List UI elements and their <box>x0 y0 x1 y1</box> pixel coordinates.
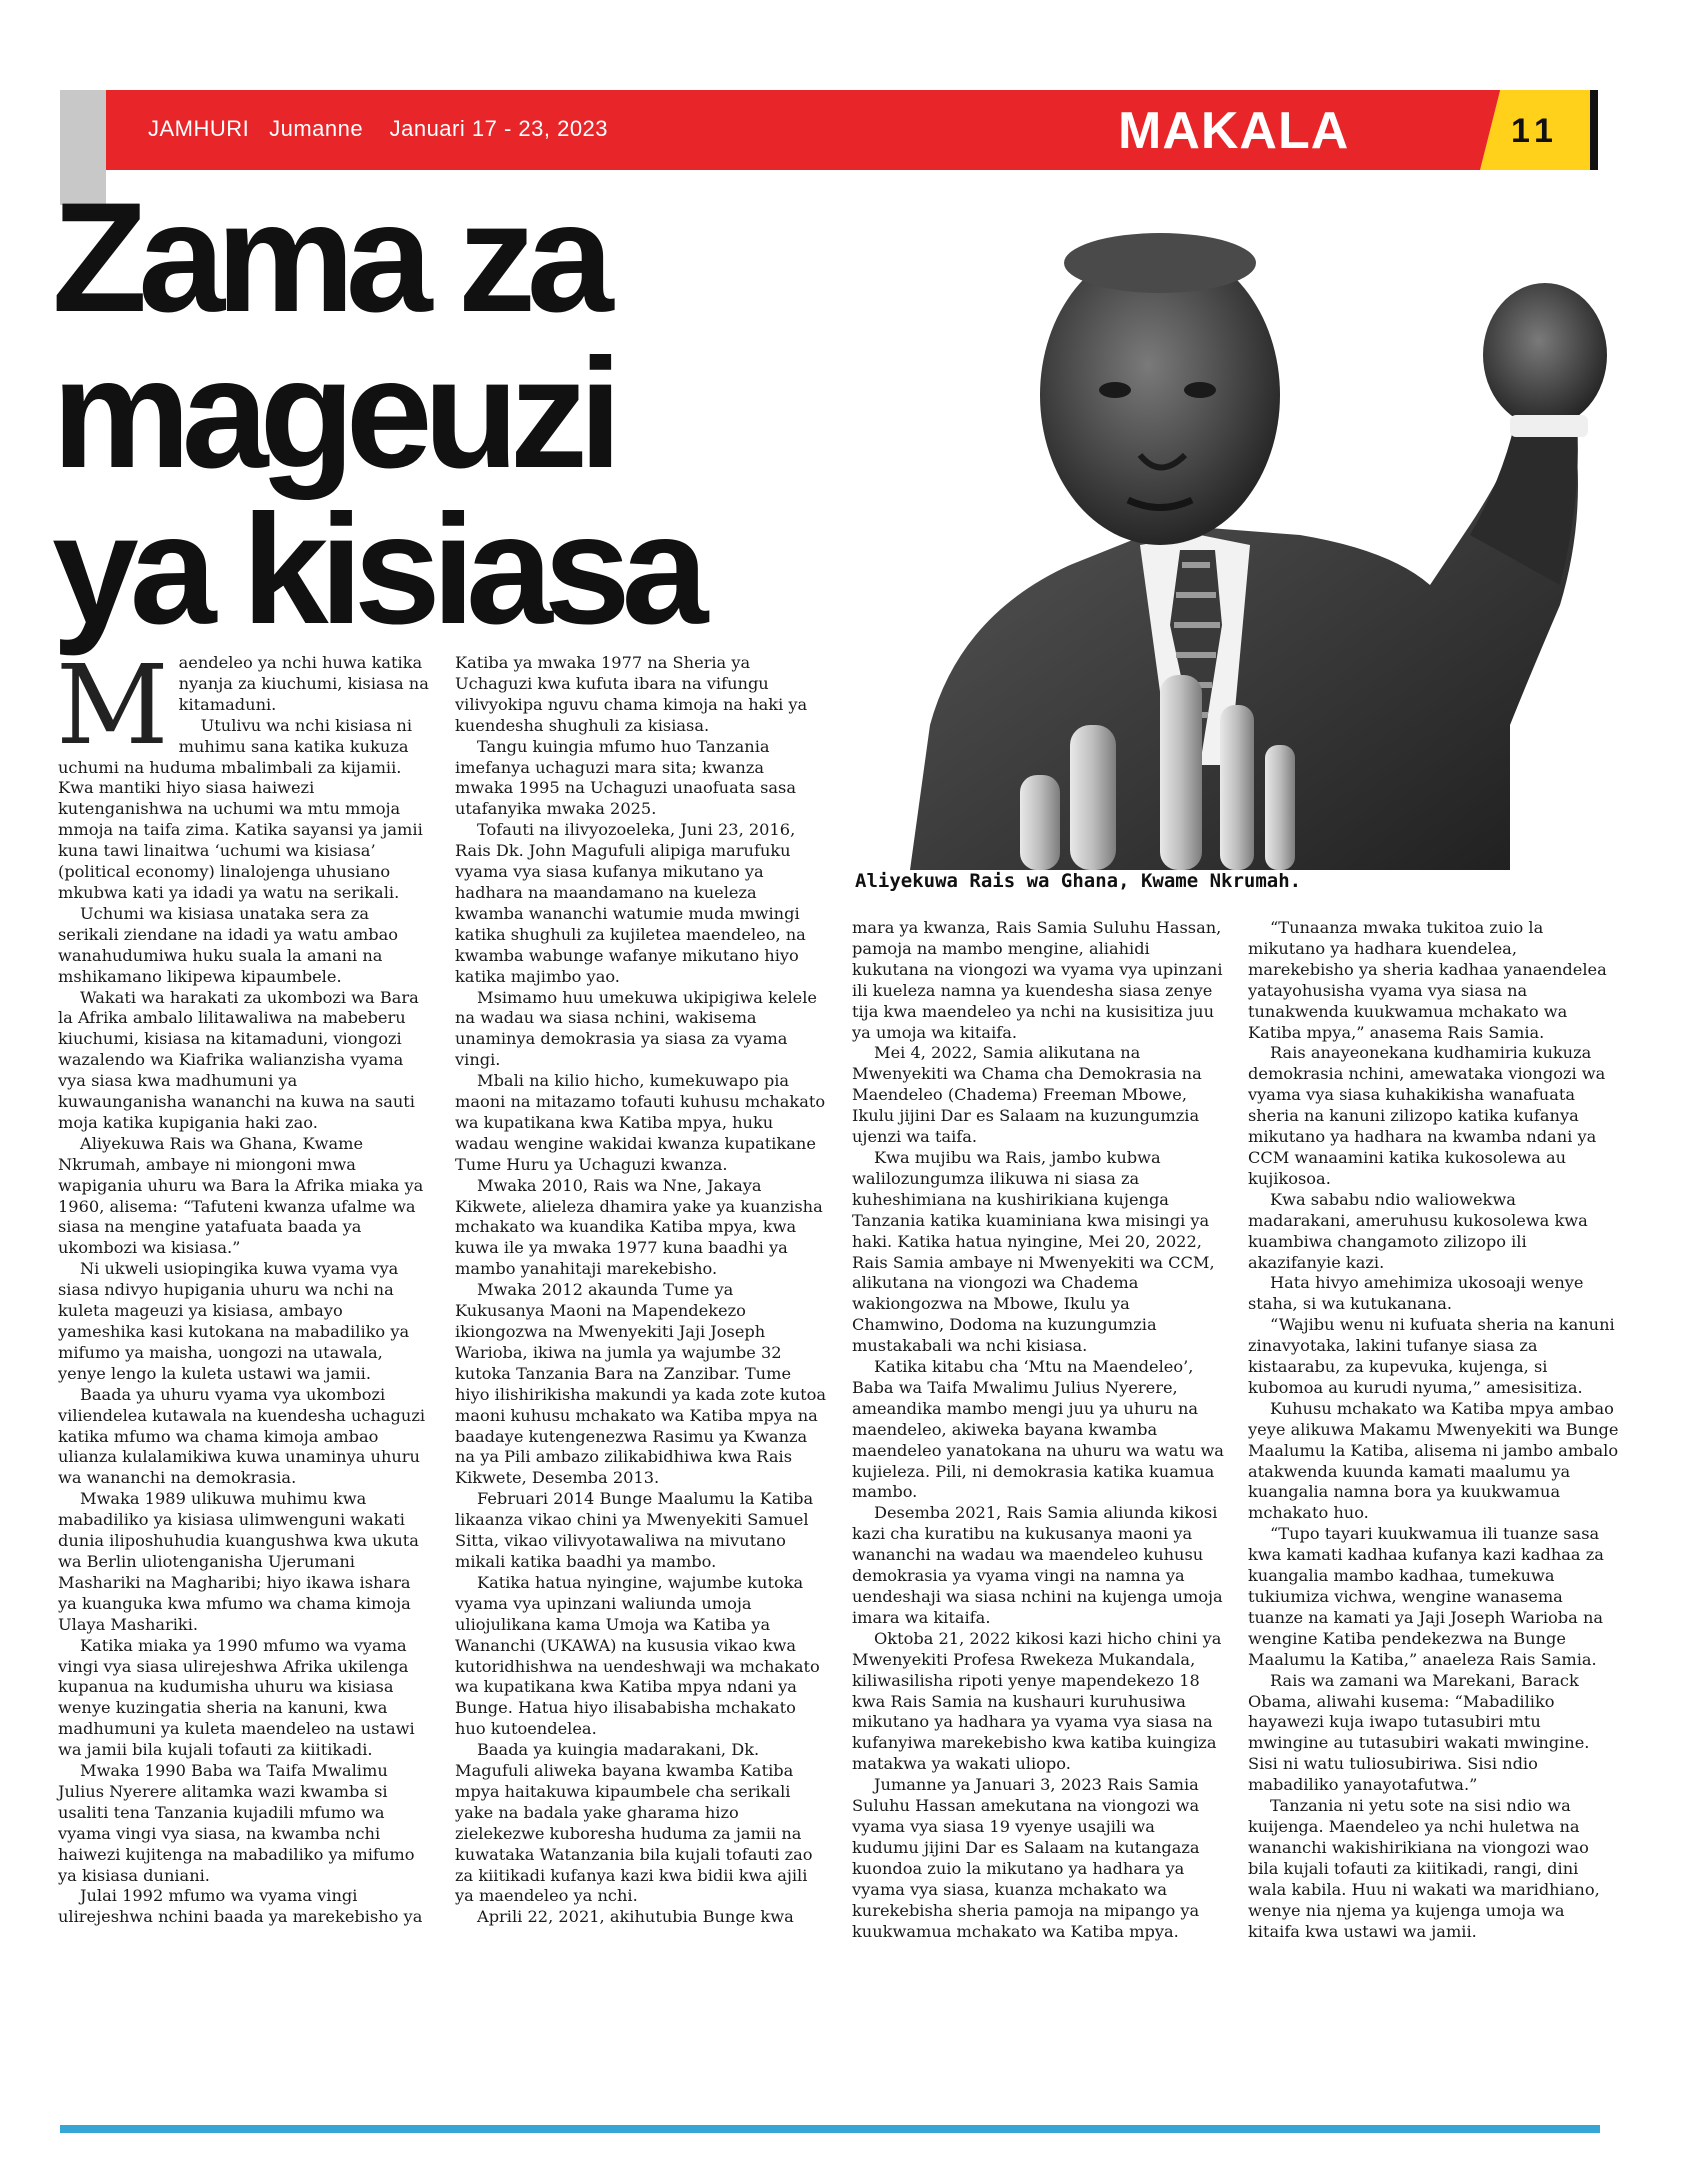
article-paragraph: Kwa mujibu wa Rais, jambo kubwa walilozungumza ilikuwa ni siasa za kuheshimiana na kushirikiana kujenga Tanzania katika kuaminiana kwa misingi ya haki. Katika hatua nyingine, Mei 20, 2022, Rais Samia ambaye ni Mwenyekiti wa CCM, alikutana na viongozi wa Chadema wakiongozwa na Mbowe, Ikulu ya Chamwino, Dodoma na kuzungumzia mustakabali wa nchi kisiasa. <box>852 1147 1215 1356</box>
article-paragraph: Msimamo huu umekuwa ukipigiwa kelele na wadau wa siasa nchini, wakisema unaminya demokrasia ya siasa za vyama vingi. <box>455 987 818 1070</box>
article-headline <box>52 171 812 657</box>
article-photo <box>870 205 1670 870</box>
article-paragraph: Februari 2014 Bunge Maalumu la Katiba likaanza vikao chini ya Mwenyekiti Samuel Sitta, vikao vilivyotawaliwa na mivutano mikali katika baadhi ya mambo. <box>455 1489 814 1571</box>
article-paragraph: “Tupo tayari kuukwamua ili tuanze sasa kwa kamati kadhaa kufanya kazi kadhaa za kuangalia mambo kadhaa, tumekuwa tukiumiza vichwa, wengine wanasema tuanze na kamati ya Jaji Joseph Warioba na wengine Katiba pendekezwa na Bunge Maalumu la Katiba,” anaeleza Rais Samia. <box>1248 1524 1604 1669</box>
article-paragraph: Jumanne ya Januari 3, 2023 Rais Samia Suluhu Hassan amekutana na viongozi wa vyama vya siasa 19 vyenye usajili wa kudumu jijini Dar es Salaam na kutangaza kuondoa zuio la mikutano ya hadhara ya vyama vya siasa, kuanza mchakato wa kurekebisha sheria pamoja na mipango ya kuukwamua mchakato wa Katiba mpya. <box>852 1775 1200 1941</box>
issue-day: Jumanne <box>269 116 364 141</box>
article-paragraph: Tanzania ni yetu sote na sisi ndio wa kuijenga. Maendeleo ya nchi huletwa na wananchi wakishirikiana na viongozi wao bila kujali tofauti za kiitikadi, rangi, dini wala kabila. Huu ni wakati wa maridhiano, wenye nia njema ya kujenga umoja wa kitaifa kwa ustawi wa jamii. <box>1248 1796 1600 1941</box>
article-paragraph: “Wajibu wenu ni kufuata sheria na kanuni zinavyotaka, lakini tufanye siasa za kistaarabu, za kupevuka, kujenga, si kubomoa au kurudi nyuma,” amesisitiza. <box>1248 1315 1615 1397</box>
article-column-3 <box>852 918 1224 1942</box>
masthead <box>148 116 608 142</box>
page-number: 11 <box>1511 112 1559 150</box>
article-column-4 <box>1248 918 1620 1942</box>
article-paragraph: Katiba ya mwaka 1977 na Sheria ya Uchaguzi kwa kufuta ibara na vifungu vilivyokipa nguvu chama kimoja na haki ya kuendesha shughuli za kisiasa. <box>455 653 808 735</box>
section-title: MAKALA <box>1118 102 1350 160</box>
article-paragraph: Katika kitabu cha ‘Mtu na Maendeleo’, Baba wa Taifa Mwalimu Julius Nyerere, ameandika mambo mengi juu ya uhuru na maendeleo, akiweka bayana kwamba maendeleo yanatokana na uhuru wa watu wa kujieleza. Pili, ni demokrasia katika kuamua mambo. <box>852 1357 1224 1502</box>
article-paragraph: mara ya kwanza, Rais Samia Suluhu Hassan, pamoja na mambo mengine, aliahidi kukutana na viongozi wa vyama vya upinzani ili kueleza namna ya kuendesha siasa zenye tija kwa maendeleo ya nchi na kusisitiza juu ya umoja wa kitaifa. <box>852 918 1223 1042</box>
article-column-1 <box>56 641 430 1928</box>
article-paragraph: Mwaka 1990 Baba wa Taifa Mwalimu Julius Nyerere alitamka wazi kwamba si usaliti tena Tanzania kujadili mfumo wa vyama vingi vya siasa, na kwamba nchi haiwezi kujitenga na mabadiliko ya mifumo ya kisiasa duniani. <box>58 1761 415 1885</box>
article-column-2 <box>455 653 827 1928</box>
article-paragraph: Aprili 22, 2021, akihutubia Bunge kwa <box>477 1907 794 1927</box>
article-paragraph: Oktoba 21, 2022 kikosi kazi hicho chini ya Mwenyekiti Profesa Rwekeza Mukandala, kiliwasilisha ripoti yenye mapendekezo 18 kwa Rais Samia na kushauri kuruhusiwa mikutano ya hadhara ya vyama vya siasa na kufanyiwa marekebisho kwa katiba kuingiza matakwa ya wakati uliopo. <box>852 1628 1222 1774</box>
drop-cap: M <box>56 641 169 769</box>
article-paragraph: Uchumi wa kisiasa unataka sera za serikali ziendane na idadi ya watu ambao wanahudumiwa huku suala la amani na mshikamano likipewa kipaumbele. <box>58 903 399 986</box>
footer-rule <box>60 2125 1600 2133</box>
article-paragraph: Utulivu wa nchi kisiasa ni muhimu sana katika kukuza uchumi na huduma mbalimbali za kijamii. Kwa mantiki hiyo siasa haiwezi kutenganishwa na uchumi wa mtu mmoja mmoja na taifa zima. Katika sayansi ya jamii kuna tawi linaitwa ‘uchumi wa kisiasa’ (political economy) linalojenga uhusiano mkubwa kati ya idadi ya watu na serikali. <box>58 715 423 902</box>
article-paragraph: Mbali na kilio hicho, kumekuwapo pia maoni na mitazamo tofauti kuhusu mchakato wa kupatikana kwa Katiba mpya, huku wadau wengine wakidai kwanza kupatikane Tume Huru ya Uchaguzi kwanza. <box>455 1071 826 1174</box>
article-paragraph: Baada ya kuingia madarakani, Dk. Magufuli aliweka bayana kwamba Katiba mpya haitakuwa kipaumbele cha serikali yake na badala yake gharama hizo zielekezwe kuboresha huduma za jamii na kuwataka Watanzania bila kujali tofauti zao za kiitikadi kufanya kazi kwa bidii kwa ajili ya maendeleo ya nchi. <box>455 1740 813 1906</box>
photo-caption: Aliyekuwa Rais wa Ghana, Kwame Nkrumah. <box>855 870 1302 892</box>
article-paragraph: Mei 4, 2022, Samia alikutana na Mwenyekiti wa Chama cha Demokrasia na Maendeleo (Chadema) Freeman Mbowe, Ikulu jijini Dar es Salaam na kuzungumzia ujenzi wa taifa. <box>852 1043 1202 1147</box>
article-paragraph: Rais anayeonekana kudhamiria kukuza demokrasia nchini, amewataka viongozi wa vyama vya siasa kuhakikisha wanafuata sheria na kanuni zilizopo katika kufanya mikutano ya hadhara na kwamba ndani ya CCM wanaamini katika kukosolewa au kujikosoa. <box>1248 1043 1606 1188</box>
paragraph-text: aendeleo ya nchi huwa katika nyanja za kiuchumi, kisiasa na kitamaduni. <box>178 653 429 714</box>
headline-line: mageuzi <box>52 327 614 501</box>
article-paragraph: Julai 1992 mfumo wa vyama vingi ulirejeshwa nchini baada ya marekebisho ya <box>58 1886 423 1927</box>
article-paragraph: Kwa sababu ndio waliowekwa madarakani, ameruhusu kukosolewa kwa kuambiwa changamoto zilizopo ili akazifanyie kazi. <box>1248 1189 1588 1272</box>
article-paragraph: Ni ukweli usiopingika kuwa vyama vya siasa ndivyo hupigania uhuru wa nchi na kuleta mageuzi ya kisiasa, ambayo yameshika kasi kutokana na mabadiliko ya mifumo ya maisha, uongozi na utawala, yenye lengo la kuleta ustawi wa jamii. <box>58 1259 410 1383</box>
article-paragraph: Desemba 2021, Rais Samia aliunda kikosi kazi cha kuratibu na kukusanya maoni ya wananchi na wadau wa maendeleo kuhusu demokrasia ya vyama vingi na namna ya uendeshaji wa siasa nchini na kujenga umoja imara wa kitaifa. <box>852 1503 1223 1627</box>
header-right-rule <box>1590 90 1598 170</box>
article-paragraph <box>56 641 430 769</box>
article-paragraph: Baada ya uhuru vyama vya ukombozi viliendelea kutawala na kuendesha uchaguzi katika mfumo wa chama kimoja ambao ulianza kulalamikiwa kuwa unaminya uhuru wa wananchi na demokrasia. <box>58 1384 426 1488</box>
article-paragraph: Katika hatua nyingine, wajumbe kutoka vyama vya upinzani waliunda umoja uliojulikana kama Umoja wa Katiba ya Wananchi (UKAWA) na kususia vikao kwa kutoridhishwa na uendeshwaji wa mchakato wa kupatikana kwa Katiba mpya ndani ya Bunge. Hatua hiyo ilisababisha mchakato huo kutoendelea. <box>455 1572 820 1739</box>
article-paragraph: Mwaka 1989 ulikuwa muhimu kwa mabadiliko ya kisiasa ulimwenguni wakati dunia iliposhuhudia kuangushwa kwa ukuta wa Berlin uliotenganisha Ujerumani Mashariki na Magharibi; hiyo ikawa ishara ya kuanguka kwa mfumo wa chama kimoja Ulaya Mashariki. <box>58 1489 419 1634</box>
article-paragraph: Mwaka 2012 akaunda Tume ya Kukusanya Maoni na Mapendekezo ikiongozwa na Mwenyekiti Jaji Joseph Warioba, ikiwa na jumla ya wajumbe 32 kutoka Tanzania Bara na Zanzibar. Tume hiyo ilishirikisha makundi ya kada zote kutoa maoni kuhusu mchakato wa Katiba mpya na baadaye kutengenezwa Rasimu ya Kwanza na ya Pili ambazo zilikabidhiwa kwa Rais Kikwete, Desemba 2013. <box>455 1280 827 1488</box>
headline-line: ya kisiasa <box>52 483 700 657</box>
publication-name: JAMHURI <box>148 116 250 141</box>
article-paragraph: Mwaka 2010, Rais wa Nne, Jakaya Kikwete, alieleza dhamira yake ya kuanzisha mchakato wa kuandika Katiba mpya, kwa kuwa ile ya mwaka 1977 kuna baadhi ya mambo yanahitaji marekebisho. <box>455 1175 823 1279</box>
article-paragraph: Hata hivyo amehimiza ukosoaji wenye staha, si wa kutukanana. <box>1248 1273 1584 1314</box>
headline-line: Zama za <box>52 171 605 345</box>
article-paragraph: Rais wa zamani wa Marekani, Barack Obama, aliwahi kusema: “Mabadiliko hayawezi kuja iwapo tutasubiri mtu mwingine au tutasubiri wakati mwingine. Sisi ni watu tuliosubiriwa. Sisi ndio mabadiliko yanayotafutwa.” <box>1248 1670 1590 1795</box>
article-paragraph: Tangu kuingia mfumo huo Tanzania imefanya uchaguzi mara sita; kwanza mwaka 1995 na Uchaguzi unaofuata sasa utafanyika mwaka 2025. <box>455 736 796 819</box>
article-paragraph: Aliyekuwa Rais wa Ghana, Kwame Nkrumah, ambaye ni miongoni mwa wapigania uhuru wa Bara la Afrika miaka ya 1960, alisema: “Tafuteni kwanza ufalme wa siasa na mengine yatafuata baada ya ukombozi wa kisiasa.” <box>58 1133 424 1258</box>
issue-dates: Januari 17 - 23, 2023 <box>389 116 609 141</box>
article-paragraph: “Tunaanza mwaka tukitoa zuio la mikutano ya hadhara kuendelea, marekebisho ya sheria kadhaa yanaendelea yatayohusisha vyama vya siasa na tunakwenda kuukwamua mchakato wa Katiba mpya,” anasema Rais Samia. <box>1248 918 1607 1042</box>
article-paragraph: Katika miaka ya 1990 mfumo wa vyama vingi vya siasa ulirejeshwa Afrika ukilenga kupanua na kudumisha uhuru wa kisiasa wenye kuzingatia sheria na kanuni, kwa madhumuni ya kuleta maendeleo na ustawi wa jamii bila kujali tofauti za kiitikadi. <box>58 1635 415 1760</box>
article-paragraph: Tofauti na ilivyozoeleka, Juni 23, 2016, Rais Dk. John Magufuli alipiga marufuku vyama vya siasa kufanya mikutano ya hadhara na maandamano na kueleza kwamba wananchi watumie muda mwingi katika shughuli za kujiletea maendeleo, na kwamba wabunge wafanye mikutano hiyo katika majimbo yao. <box>455 820 806 986</box>
article-paragraph: Wakati wa harakati za ukombozi wa Bara la Afrika ambalo lilitawaliwa na mabeberu kiuchumi, kisiasa na kitamaduni, viongozi wazalendo wa Kiafrika walianzisha vyama vya siasa kwa madhumuni ya kuwaunganisha wananchi na kuwa na sauti moja katika kupigania haki zao. <box>58 987 419 1132</box>
article-paragraph: Kuhusu mchakato wa Katiba mpya ambao yeye alikuwa Makamu Mwenyekiti wa Bunge Maalumu la Katiba, alisema ni jambo ambalo atakwenda kuunda kamati maalumu ya kuangalia namna bora ya kuukwamua mchakato huo. <box>1248 1398 1619 1523</box>
